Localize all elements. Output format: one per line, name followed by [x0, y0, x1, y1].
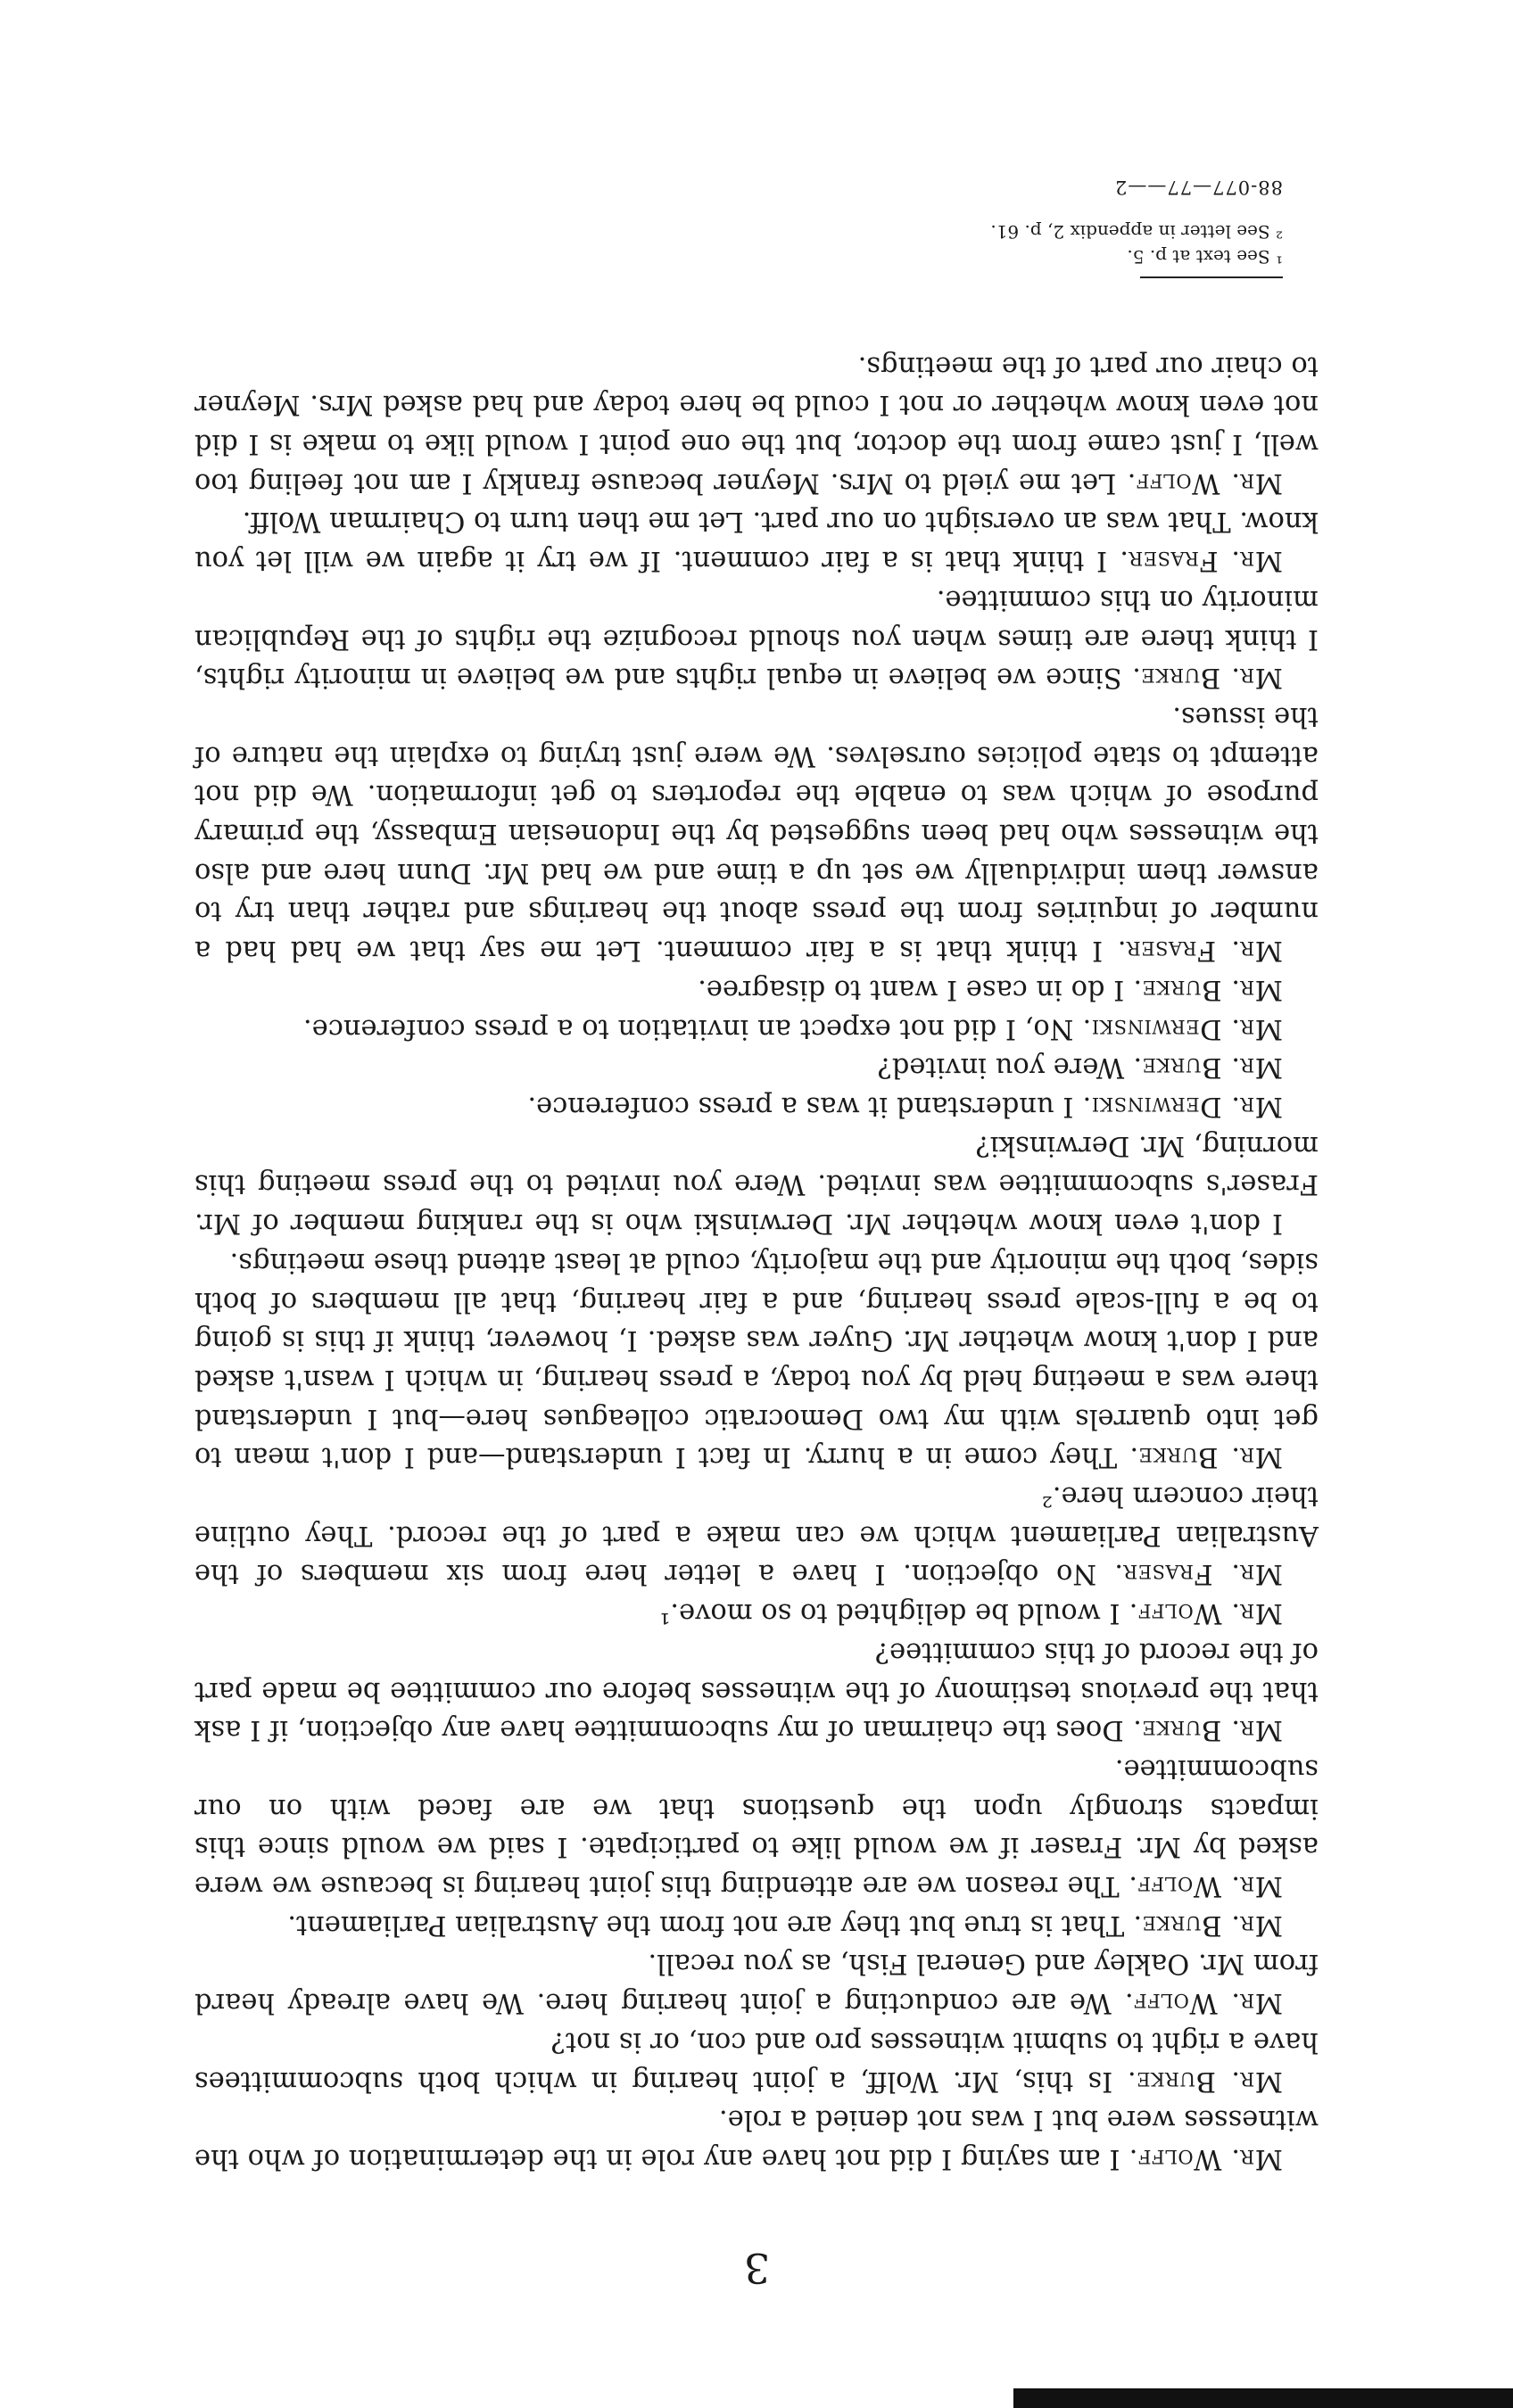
footnote-divider: [1140, 276, 1283, 278]
footnotes: [480, 219, 1283, 269]
speaker-name: Mr. Wolff.: [1129, 2143, 1283, 2174]
paragraph: [194, 1086, 1319, 1126]
paragraph: [194, 1048, 1319, 1087]
speaker-name: Mr. Wolff.: [1128, 1870, 1283, 1902]
statement: I do in case I want to disagree.: [698, 973, 1133, 1005]
footnote: ² See letter in appendix 2, p. 61.: [990, 221, 1283, 243]
statement: Let me yield to Mrs. Meyner because frankly I am not feeling too well, I just came from the doctor, but the one point I would like to make is I did not even know whether or not I could be here today and had asked Mrs. Meyner to chair our part of the meetings.: [194, 350, 1319, 499]
printer-code: 88-077—77——2: [1114, 177, 1283, 198]
statement: I understand it was a press conference.: [527, 1091, 1083, 1123]
statement: Since we believe in equal rights and we believe in minority rights, I think there are times when you should recognize the rights of the Republican minority on this committee.: [194, 583, 1319, 694]
paragraph: [194, 580, 1319, 697]
speaker-name: Mr. Burke.: [1132, 1909, 1283, 1941]
speaker-name: Mr. Fraser.: [1117, 935, 1283, 967]
paragraph: [194, 2022, 1319, 2099]
paragraph: [194, 346, 1319, 502]
statement: Were you invited?: [877, 1051, 1133, 1084]
paragraph: [194, 1242, 1319, 1476]
page-number: 3: [742, 2244, 771, 2292]
paragraph: [194, 502, 1319, 580]
statement: I think that is a fair comment. If we try it again we will let you know. That was an oversight on our part. Let me then turn to Chairman Wolff.: [194, 506, 1319, 577]
paragraph: [194, 1126, 1319, 1242]
speaker-name: Mr. Burke.: [1131, 662, 1283, 694]
speaker-name: Mr. Wolff.: [1124, 1987, 1283, 2019]
speaker-name: Mr. Burke.: [1132, 973, 1283, 1005]
paragraph: [194, 1749, 1319, 1905]
statement: The reason we are attending this joint hearing is because we were asked by Mr. Fraser if we would like to participate. I said we would since this impacts strongly upon the questions that we are faced with on our subcommittee.: [194, 1752, 1319, 1902]
speaker-name: Mr. Burke.: [1127, 2065, 1283, 2097]
paragraph: [194, 697, 1319, 969]
paragraph: [194, 1632, 1319, 1749]
speaker-name: Mr. Derwinski.: [1082, 1091, 1283, 1123]
statement: Does the chairman of my subcommittee have any objection, if I ask that the previous testimony of the witnesses before our committee be made part of the record of this committee?: [194, 1636, 1319, 1746]
speaker-name: Mr. Burke.: [1132, 1714, 1283, 1746]
speaker-name: Mr. Derwinski.: [1082, 1012, 1283, 1044]
paragraph: [194, 2100, 1319, 2178]
paragraph: [194, 1593, 1319, 1632]
statement: They come in a hurry. In fact I understand—and I don't mean to get into quarrels with my two Democratic colleagues here—but I understand there was a meeting held by you today, a press hearing, in which I wasn't asked and I don't know whether Mr. Guyer was asked. I, however, think if this is going to be a full-scale press hearing, and a fair hearing, that all members of both sides, both the minority and the majority, could at least attend these meetings.: [194, 1246, 1319, 1473]
speaker-name: Mr. Fraser.: [1113, 1558, 1283, 1590]
statement: Is this, Mr. Wolff, a joint hearing in which both subcommittees have a right to submit witnesses pro and con, or is not?: [194, 2025, 1319, 2097]
statement: I am saying I did not have any role in the determination of who the witnesses were but I was not denied a role.: [194, 2104, 1319, 2174]
statement: No objection. I have a letter here from six members of the Australian Parliament which we can make a part of the record. They outline their concern here.²: [194, 1480, 1319, 1590]
statement: We are conducting a joint hearing here. We have already heard from Mr. Oakley and General Fish, as you recall.: [194, 1948, 1319, 2019]
speaker-name: Mr. Wolff.: [1129, 1597, 1283, 1629]
speaker-name: Mr. Burke.: [1132, 1051, 1283, 1084]
statement: I think that is a fair comment. Let me say that we had had a number of inquiries from the press about the hearings and rather than try to answer them individually we set up a time and we had Mr. Dunn here and also the witnesses who had been suggested by the Indonesian Embassy, the primary purpose of which was to enable the reporters to get information. We did not attempt to state policies ourselves. We were just trying to explain the nature of the issues.: [194, 700, 1319, 967]
hearing-transcript: [194, 346, 1319, 2178]
paragraph: [194, 1476, 1319, 1593]
speaker-name: Mr. Burke.: [1129, 1441, 1283, 1473]
footnote: ¹ See text at p. 5.: [1127, 246, 1283, 268]
speaker-name: Mr. Fraser.: [1119, 545, 1283, 577]
paragraph: [194, 1009, 1319, 1048]
paragraph: [194, 1944, 1319, 2022]
speaker-name: Mr. Wolff.: [1127, 466, 1283, 499]
statement: I would be delighted to so move.¹: [659, 1597, 1129, 1629]
statement: I don't even know whether Mr. Derwinski who is the ranking member of Mr. Fraser's subcommittee was invited. Were you invited to the press meeting this morning, Mr. Derwinski?: [194, 1129, 1319, 1240]
statement: No, I did not expect an invitation to a press conference.: [302, 1012, 1083, 1044]
paragraph: [194, 1905, 1319, 1944]
paragraph: [194, 969, 1319, 1009]
scan-edge-bar: [1013, 2388, 1513, 2408]
statement: That is true but they are not from the Australian Parliament.: [287, 1909, 1133, 1941]
